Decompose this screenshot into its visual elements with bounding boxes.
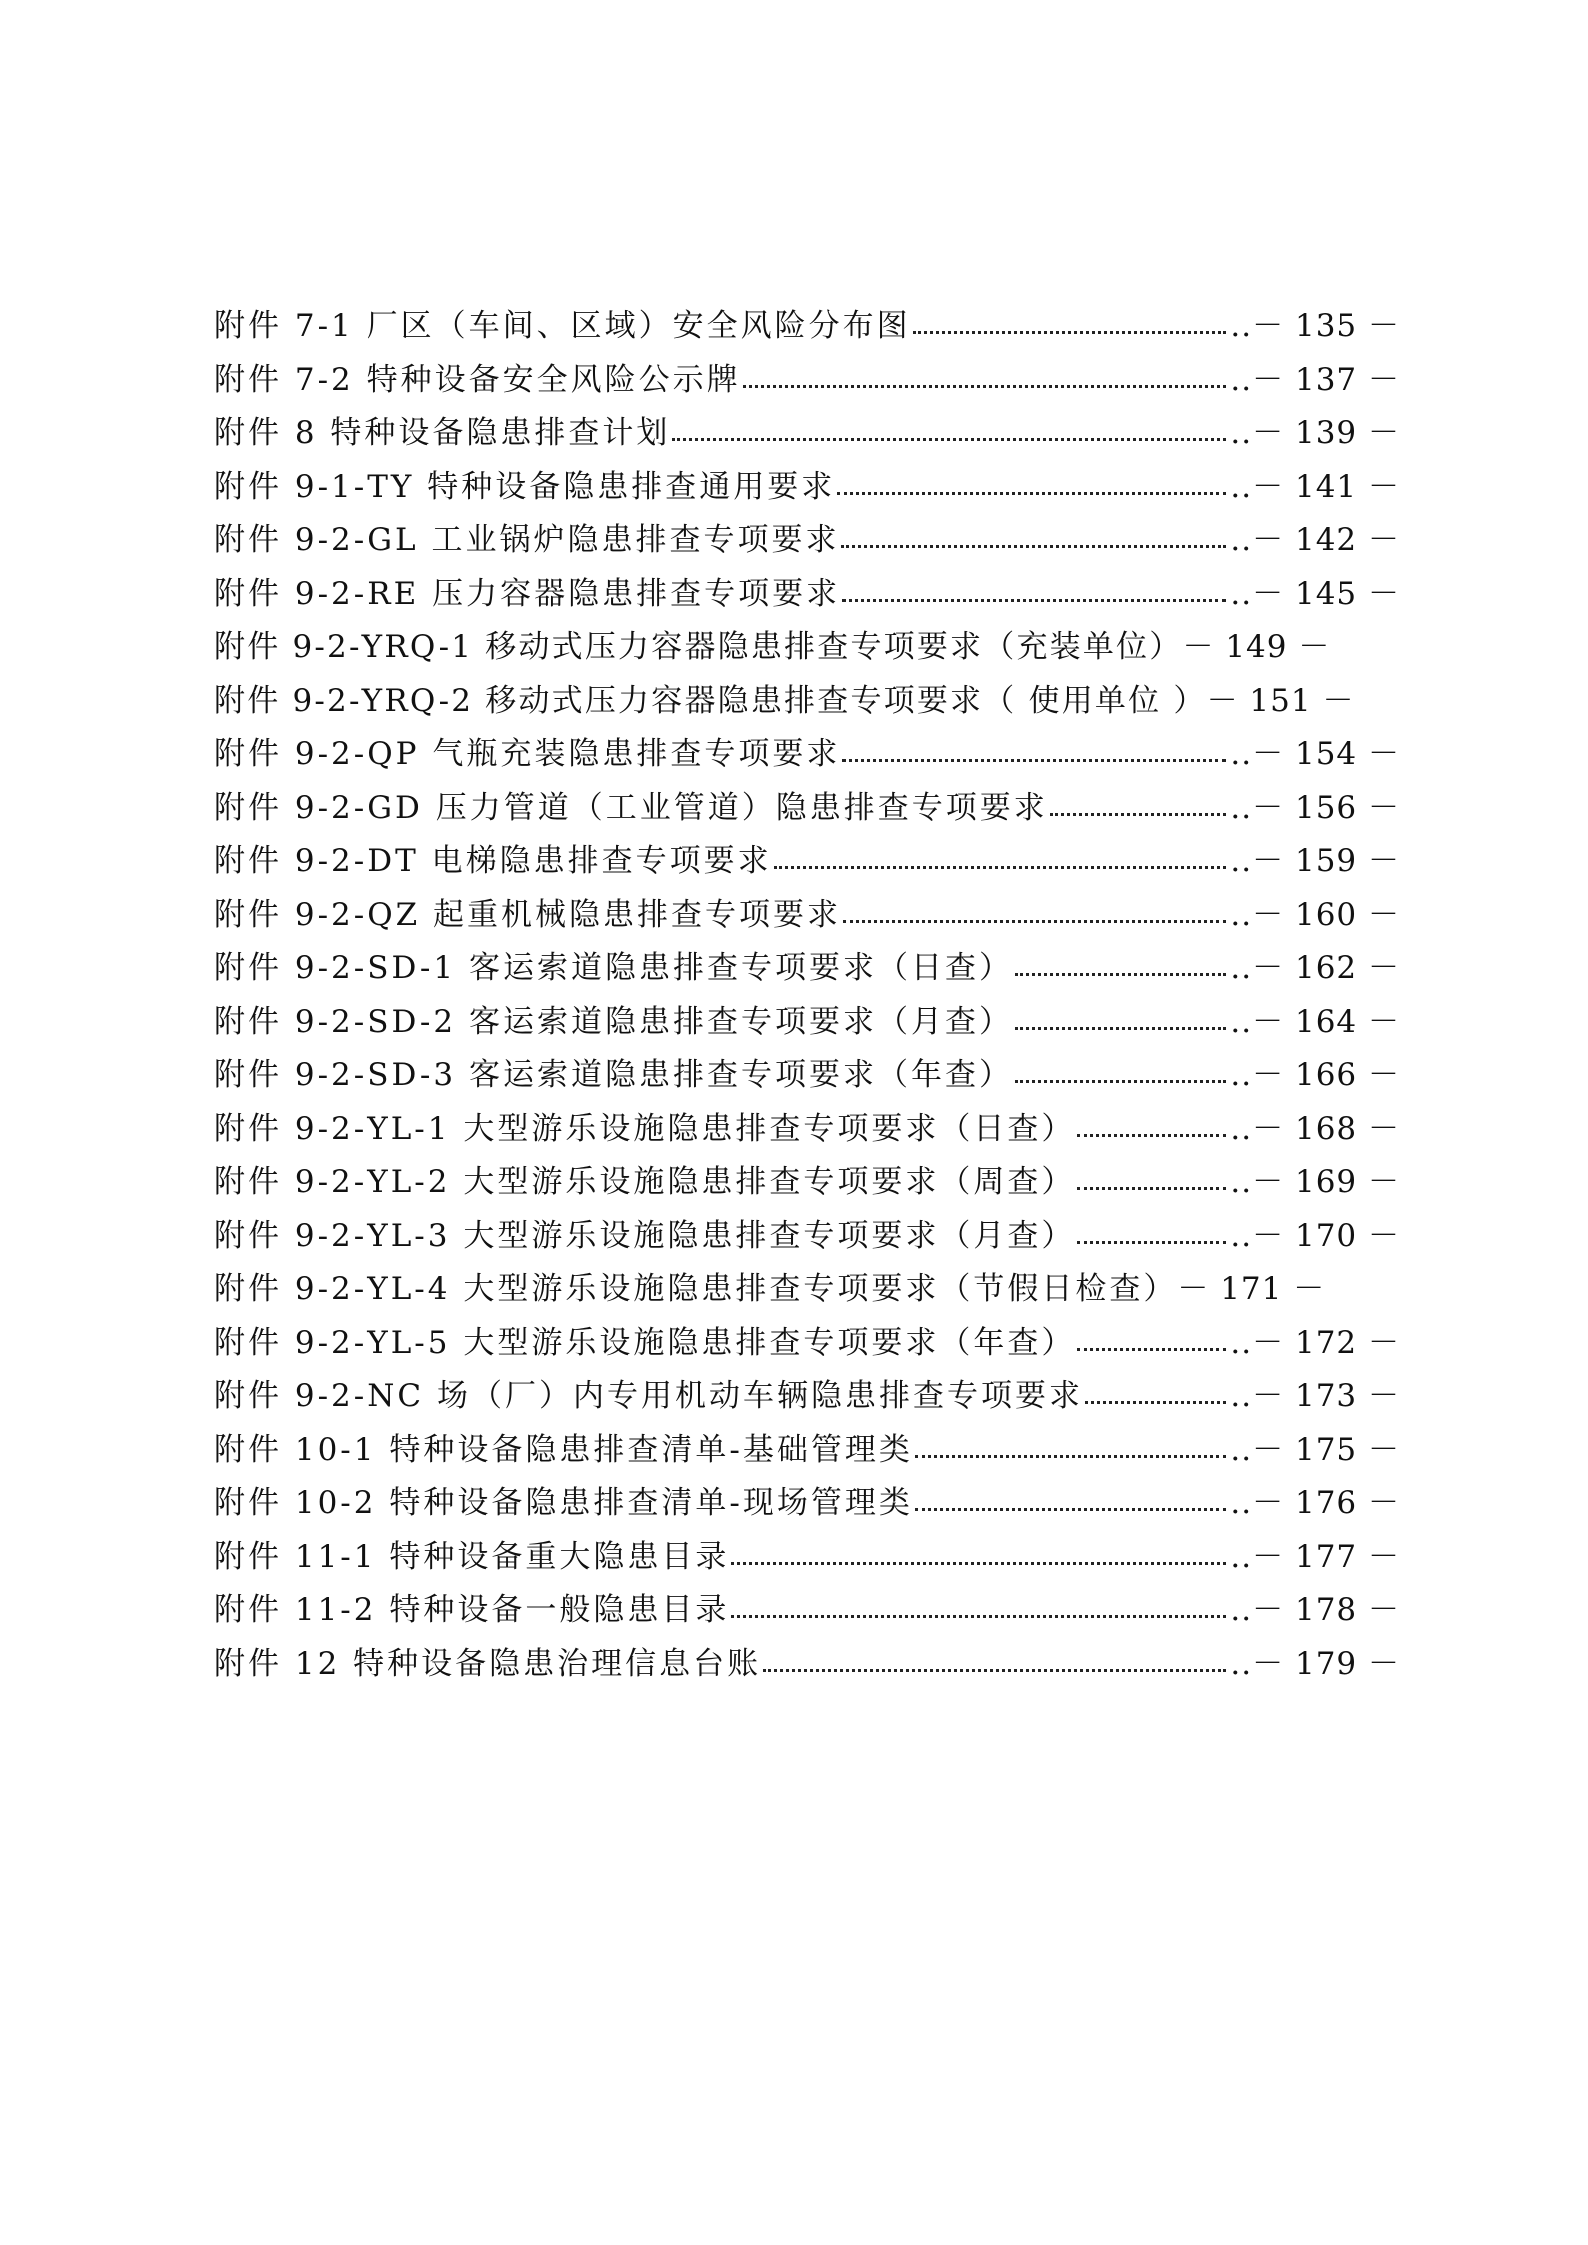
toc-entry[interactable] bbox=[214, 778, 1400, 832]
toc-entry-title: 附件 9-2-GD 压力管道（工业管道）隐患排查专项要求 bbox=[214, 789, 1048, 826]
toc-entry-title: 附件 9-2-SD-2 客运索道隐患排查专项要求（月查） bbox=[214, 1003, 1013, 1040]
toc-entry-title: 附件 9-2-YL-1 大型游乐设施隐患排查专项要求（日查） bbox=[214, 1110, 1076, 1147]
toc-entry[interactable] bbox=[214, 831, 1400, 885]
dot-leader bbox=[1015, 973, 1226, 976]
dot-leader bbox=[1077, 1187, 1226, 1190]
toc-entry[interactable] bbox=[214, 457, 1400, 511]
toc-entry[interactable] bbox=[214, 1473, 1400, 1527]
toc-entry-page: ..－ 139 － bbox=[1230, 415, 1400, 452]
toc-entry-title: 附件 11-1 特种设备重大隐患目录 bbox=[214, 1538, 730, 1575]
dot-leader bbox=[1077, 1241, 1226, 1244]
toc-entry-page: ..－ 142 － bbox=[1230, 522, 1400, 559]
dot-leader bbox=[774, 866, 1227, 869]
toc-entry[interactable] bbox=[214, 296, 1400, 350]
dot-leader bbox=[913, 331, 1227, 334]
toc-entry[interactable] bbox=[214, 1206, 1400, 1260]
toc-entry-page: － 149 － bbox=[1182, 629, 1331, 666]
toc-entry-title: 附件 12 特种设备隐患治理信息台账 bbox=[214, 1645, 762, 1682]
toc-entry-title: 附件 9-2-QZ 起重机械隐患排查专项要求 bbox=[214, 896, 842, 933]
dot-leader bbox=[1015, 1080, 1226, 1083]
dot-leader bbox=[843, 920, 1226, 923]
toc-entry-page: － 171 － bbox=[1177, 1271, 1326, 1308]
dot-leader bbox=[731, 1615, 1226, 1618]
toc-entry-page: ..－ 154 － bbox=[1230, 736, 1400, 773]
toc-entry[interactable] bbox=[214, 671, 1400, 725]
dot-leader bbox=[763, 1669, 1226, 1672]
toc-entry-title: 附件 9-2-YL-4 大型游乐设施隐患排查专项要求（节假日检查） bbox=[214, 1271, 1178, 1308]
dot-leader bbox=[841, 545, 1226, 548]
toc-entry-title: 附件 9-2-DT 电梯隐患排查专项要求 bbox=[214, 843, 772, 880]
toc-entry-title: 附件 10-2 特种设备隐患排查清单-现场管理类 bbox=[214, 1485, 913, 1522]
dot-leader bbox=[743, 385, 1227, 388]
toc-entry-page: ..－ 169 － bbox=[1230, 1164, 1400, 1201]
toc-entry[interactable] bbox=[214, 564, 1400, 618]
toc-entry-page: ..－ 168 － bbox=[1230, 1110, 1400, 1147]
toc-entry[interactable] bbox=[214, 1259, 1400, 1313]
toc-entry-page: － 151 － bbox=[1206, 682, 1355, 719]
toc-entry[interactable] bbox=[214, 617, 1400, 671]
toc-entry-title: 附件 9-2-NC 场（厂）内专用机动车辆隐患排查专项要求 bbox=[214, 1378, 1083, 1415]
toc-entry-page: ..－ 162 － bbox=[1230, 950, 1400, 987]
toc-entry[interactable] bbox=[214, 1634, 1400, 1688]
toc-entry-page: ..－ 159 － bbox=[1230, 843, 1400, 880]
toc-entry-page: ..－ 176 － bbox=[1230, 1485, 1400, 1522]
toc-entry-page: ..－ 156 － bbox=[1230, 789, 1400, 826]
toc-entry-page: ..－ 172 － bbox=[1230, 1324, 1400, 1361]
toc-entry-title: 附件 7-1 厂区（车间、区域）安全风险分布图 bbox=[214, 308, 911, 345]
dot-leader bbox=[1050, 813, 1227, 816]
toc-entry-page: ..－ 160 － bbox=[1230, 896, 1400, 933]
dot-leader bbox=[837, 492, 1226, 495]
toc-entry-title: 附件 9-2-SD-1 客运索道隐患排查专项要求（日查） bbox=[214, 950, 1013, 987]
toc-entry-title: 附件 9-2-GL 工业锅炉隐患排查专项要求 bbox=[214, 522, 840, 559]
toc-entry-title: 附件 9-2-RE 压力容器隐患排查专项要求 bbox=[214, 575, 841, 612]
dot-leader bbox=[672, 438, 1226, 441]
dot-leader bbox=[842, 759, 1226, 762]
toc-entry-page: ..－ 166 － bbox=[1230, 1057, 1400, 1094]
toc-entry-page: ..－ 137 － bbox=[1230, 361, 1400, 398]
toc-entry-title: 附件 9-2-YL-3 大型游乐设施隐患排查专项要求（月查） bbox=[214, 1217, 1076, 1254]
toc-entry[interactable] bbox=[214, 1366, 1400, 1420]
toc-entry[interactable] bbox=[214, 1580, 1400, 1634]
toc-entry-page: ..－ 178 － bbox=[1230, 1592, 1400, 1629]
toc-entry-title: 附件 9-2-YL-2 大型游乐设施隐患排查专项要求（周查） bbox=[214, 1164, 1076, 1201]
toc-entry-title: 附件 8 特种设备隐患排查计划 bbox=[214, 415, 671, 452]
toc-entry[interactable] bbox=[214, 1152, 1400, 1206]
toc-entry-title: 附件 10-1 特种设备隐患排查清单-基础管理类 bbox=[214, 1431, 913, 1468]
toc-entry-title: 附件 9-2-YRQ-1 移动式压力容器隐患排查专项要求（充装单位） bbox=[214, 629, 1183, 666]
toc-entry-page: ..－ 179 － bbox=[1230, 1645, 1400, 1682]
toc-entry-title: 附件 9-2-SD-3 客运索道隐患排查专项要求（年查） bbox=[214, 1057, 1013, 1094]
toc-entry[interactable] bbox=[214, 403, 1400, 457]
toc-entry[interactable] bbox=[214, 1527, 1400, 1581]
toc-entry-page: ..－ 170 － bbox=[1230, 1217, 1400, 1254]
toc-entry-title: 附件 9-1-TY 特种设备隐患排查通用要求 bbox=[214, 468, 836, 505]
toc-entry[interactable] bbox=[214, 350, 1400, 404]
toc-entry-page: ..－ 173 － bbox=[1230, 1378, 1400, 1415]
toc-entry[interactable] bbox=[214, 1313, 1400, 1367]
toc-entry-title: 附件 9-2-QP 气瓶充装隐患排查专项要求 bbox=[214, 736, 841, 773]
dot-leader bbox=[1077, 1134, 1226, 1137]
toc-entry[interactable] bbox=[214, 510, 1400, 564]
dot-leader bbox=[1077, 1348, 1226, 1351]
toc-entry[interactable] bbox=[214, 1045, 1400, 1099]
toc-entry-page: ..－ 175 － bbox=[1230, 1431, 1400, 1468]
toc-entry-page: ..－ 141 － bbox=[1230, 468, 1400, 505]
toc-entry-page: ..－ 145 － bbox=[1230, 575, 1400, 612]
dot-leader bbox=[1085, 1401, 1226, 1404]
toc-entry-page: ..－ 164 － bbox=[1230, 1003, 1400, 1040]
toc-entry[interactable] bbox=[214, 885, 1400, 939]
dot-leader bbox=[915, 1508, 1227, 1511]
toc-entry-title: 附件 9-2-YL-5 大型游乐设施隐患排查专项要求（年查） bbox=[214, 1324, 1076, 1361]
toc-entry-title: 附件 9-2-YRQ-2 移动式压力容器隐患排查专项要求（ 使用单位 ） bbox=[214, 682, 1207, 719]
toc-entry[interactable] bbox=[214, 1099, 1400, 1153]
toc-entry-title: 附件 7-2 特种设备安全风险公示牌 bbox=[214, 361, 741, 398]
dot-leader bbox=[1015, 1027, 1226, 1030]
toc-entry[interactable] bbox=[214, 724, 1400, 778]
table-of-contents bbox=[214, 296, 1400, 1687]
dot-leader bbox=[731, 1562, 1226, 1565]
toc-entry-page: ..－ 177 － bbox=[1230, 1538, 1400, 1575]
toc-entry[interactable] bbox=[214, 1420, 1400, 1474]
dot-leader bbox=[842, 599, 1226, 602]
dot-leader bbox=[915, 1455, 1227, 1458]
toc-entry-page: ..－ 135 － bbox=[1230, 308, 1400, 345]
toc-entry[interactable] bbox=[214, 992, 1400, 1046]
toc-entry-title: 附件 11-2 特种设备一般隐患目录 bbox=[214, 1592, 730, 1629]
toc-entry[interactable] bbox=[214, 938, 1400, 992]
